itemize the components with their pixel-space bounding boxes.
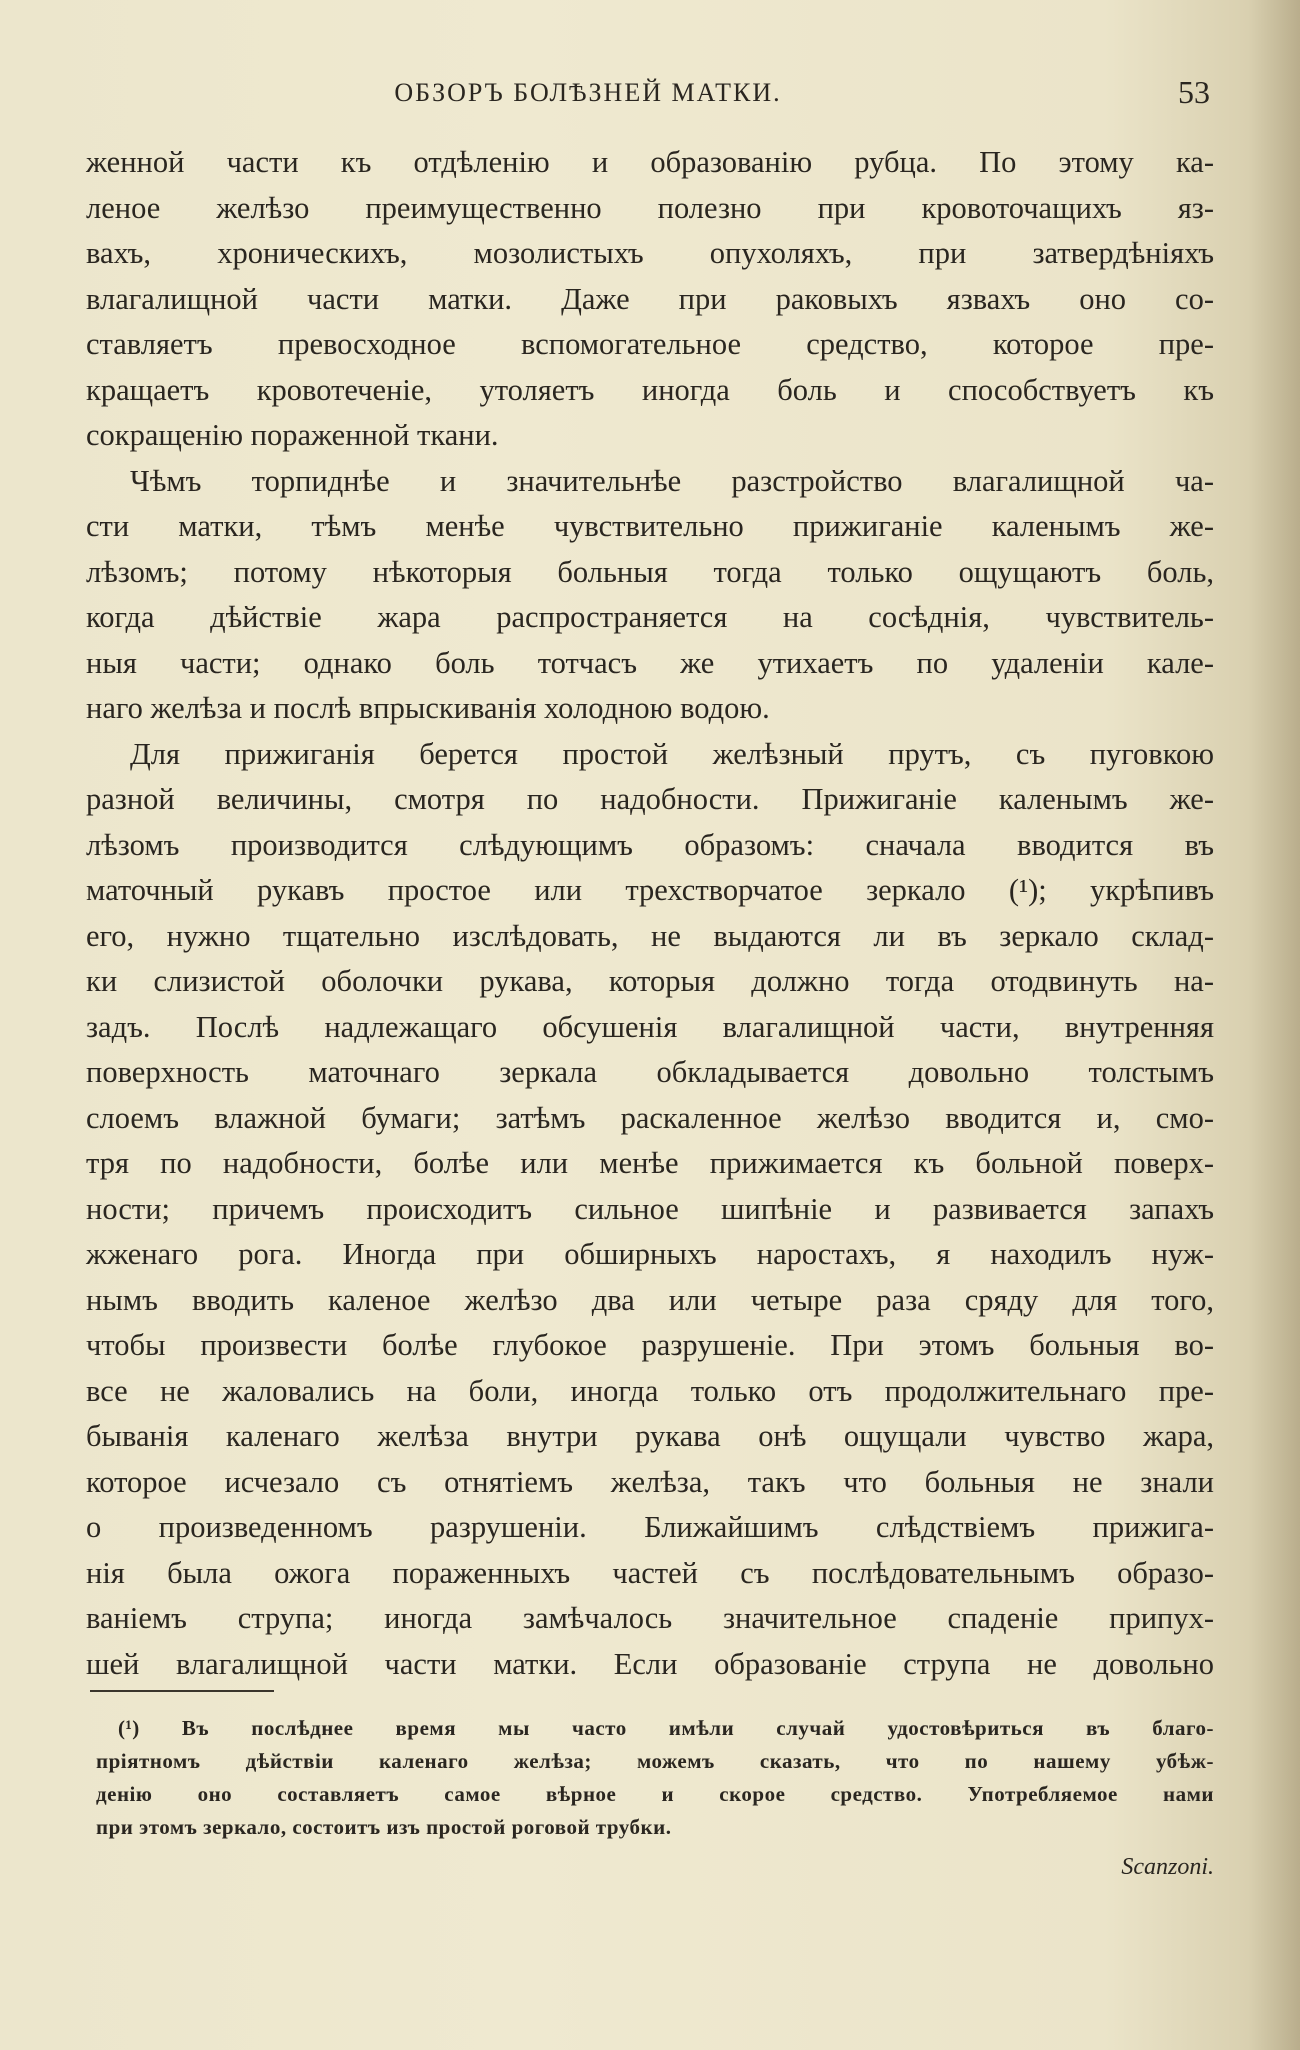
text-line: леное желѣзо преимущественно полезно при кровоточащихъ яз-: [86, 190, 1214, 225]
text-line: ки слизистой оболочки рукава, которыя должно тогда отодвинуть на-: [86, 964, 1214, 998]
text-line: быванiя каленаго желѣза внутри рукава онѣ ощущали чувство жара,: [86, 1419, 1214, 1453]
footnote: [96, 1712, 1214, 1844]
text-line: задъ. Послѣ надлежащаго обсушенiя влагалищной части, внутренняя: [86, 1009, 1214, 1044]
paragraph-start-line: Для прижиганiя берется простой желѣзный прутъ, съ пуговкою: [130, 736, 1214, 771]
text-line: ставляетъ превосходное вспомогательное средство, которое пре-: [86, 327, 1214, 361]
text-line: ности; причемъ происходитъ сильное шипѣнiе и развивается запахъ: [86, 1191, 1214, 1226]
text-line: сти матки, тѣмъ менѣе чувствительно прижиганiе каленымъ же-: [86, 509, 1214, 543]
footnote-line: прiятномъ дѣйствiи каленаго желѣза; можемъ сказать, что по нашему убѣж-: [96, 1749, 1214, 1773]
text-line: женной части къ отдѣленiю и образованiю рубца. По этому ка-: [86, 145, 1214, 179]
text-line: нiя была ожога пораженныхъ частей съ послѣдовательнымъ образо-: [86, 1555, 1214, 1590]
text-line: которое исчезало съ отнятiемъ желѣза, такъ что больныя не знали: [86, 1464, 1214, 1499]
running-head: [88, 74, 1210, 114]
text-line: тря по надобности, болѣе или менѣе прижимается къ больной поверх-: [86, 1146, 1214, 1180]
text-line: все не жаловались на боли, иногда только отъ продолжительнаго пре-: [86, 1373, 1214, 1408]
text-line: его, нужно тщательно изслѣдовать, не выдаются ли въ зеркало склад-: [86, 918, 1214, 953]
text-line: когда дѣйствiе жара распространяется на сосѣднiя, чувствитель-: [86, 600, 1214, 634]
footnote-line: (¹) Въ послѣднее время мы часто имѣли случай удостовѣриться въ благо-: [118, 1716, 1214, 1740]
footnote-signature: Scanzoni.: [1121, 1854, 1214, 1880]
text-line: ванiемъ струпа; иногда замѣчалось значительное спаденiе припух-: [86, 1601, 1214, 1635]
text-line: лѣзомъ производится слѣдующимъ образомъ: сначала вводится въ: [86, 827, 1214, 862]
footnote-line: при этомъ зеркало, состоитъ изъ простой роговой трубки.: [96, 1815, 672, 1839]
text-line: слоемъ влажной бумаги; затѣмъ раскаленное желѣзо вводится и, смо-: [86, 1100, 1214, 1135]
text-line: шей влагалищной части матки. Если образованiе струпа не довольно: [86, 1646, 1214, 1681]
footnote-rule: [90, 1690, 274, 1692]
paragraph-start-line: Чѣмъ торпиднѣе и значительнѣе разстройство влагалищной ча-: [130, 463, 1214, 498]
text-line: лѣзомъ; потому нѣкоторыя больныя тогда только ощущаютъ боль,: [86, 554, 1214, 589]
text-line: кращаетъ кровотеченiе, утоляетъ иногда боль и способствуетъ къ: [86, 372, 1214, 407]
text-line: наго желѣза и послѣ впрыскиванiя холодною водою.: [86, 691, 770, 725]
text-line: влагалищной части матки. Даже при раковыхъ язвахъ оно со-: [86, 281, 1214, 316]
text-line: сокращенiю пораженной ткани.: [86, 418, 499, 452]
text-line: ныя части; однако боль тотчасъ же утихаетъ по удаленiи кале-: [86, 645, 1214, 680]
text-line: вахъ, хроническихъ, мозолистыхъ опухоляхъ, при затвердѣнiяхъ: [86, 236, 1214, 270]
text-line: чтобы произвести болѣе глубокое разрушенiе. При этомъ больныя во-: [86, 1328, 1214, 1362]
text-line: нымъ вводить каленое желѣзо два или четыре раза сряду для того,: [86, 1282, 1214, 1317]
body-text: [86, 140, 1214, 1687]
text-line: маточный рукавъ простое или трехстворчатое зеркало (¹); укрѣпивъ: [86, 873, 1214, 907]
footnote-line: денiю оно составляетъ самое вѣрное и скорое средство. Употребляемое нами: [96, 1782, 1214, 1806]
text-line: разной величины, смотря по надобности. Прижиганiе каленымъ же-: [86, 782, 1214, 816]
running-title: ОБЗОРЪ БОЛѢЗНЕЙ МАТКИ.: [394, 78, 782, 107]
page-number: 53: [1178, 74, 1210, 110]
text-line: поверхность маточнаго зеркала обкладывается довольно толстымъ: [86, 1055, 1214, 1089]
text-line: о произведенномъ разрушенiи. Ближайшимъ слѣдствiемъ прижига-: [86, 1510, 1214, 1544]
text-line: жженаго рога. Иногда при обширныхъ наростахъ, я находилъ нуж-: [86, 1237, 1214, 1271]
